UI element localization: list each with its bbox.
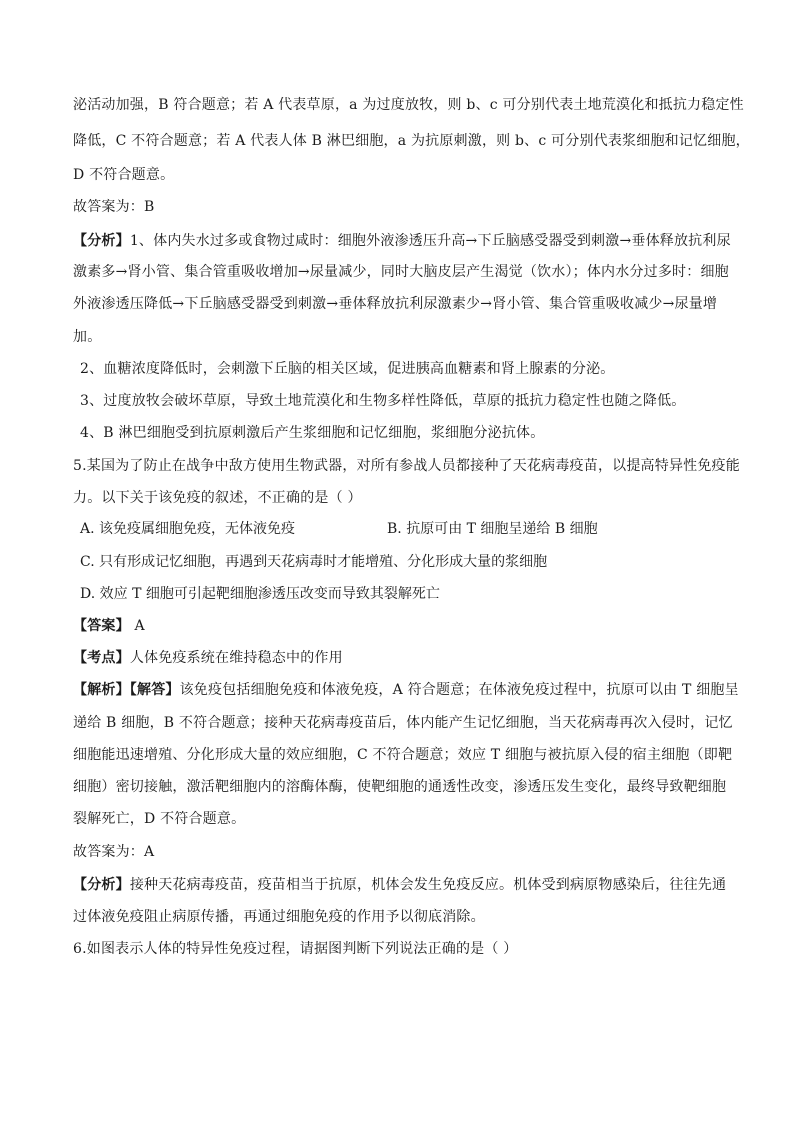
option-b: B. 抗原可由 T 细胞呈递给 B 细胞	[387, 521, 598, 537]
answer-line: 【答案】 A	[73, 618, 145, 634]
text-line: 过体液免疫阻止病原传播，再通过细胞免疫的作用予以彻底消除。	[73, 909, 485, 925]
text-line: D 不符合题意。	[73, 167, 175, 183]
section-label: 【解析】【解答】	[73, 682, 180, 698]
analysis-line: 【分析】接种天花病毒疫苗，疫苗相当于抗原，机体会发生免疫反应。机体受到病原物感染后，往往先通	[73, 877, 727, 893]
text-line: 3、过度放牧会破坏草原，导致土地荒漠化和生物多样性降低，草原的抵抗力稳定性也随之降低。	[80, 393, 686, 409]
option-a: A. 该免疫属细胞免疫，无体液免疫	[80, 521, 296, 537]
text-line: 递给 B 细胞，B 不符合题意；接种天花病毒疫苗后，体内能产生记忆细胞，当天花病毒再次入侵时，记忆	[73, 715, 733, 731]
option-c: C. 只有形成记忆细胞，再遇到天花病毒时才能增殖、分化形成大量的浆细胞	[80, 554, 548, 570]
text-line: 外液渗透压降低→下丘脑感受器受到刺激→垂体释放抗利尿激素少→肾小管、集合管重吸收减少→尿量增	[73, 296, 718, 312]
question-text: 力。以下关于该免疫的叙述，不正确的是（ ）	[73, 490, 362, 506]
text-line: 细胞能迅速增殖、分化形成大量的效应细胞，C 不符合题意；效应 T 细胞与被抗原入侵的宿主细胞（即靶	[73, 747, 733, 763]
text-line: 故答案为：B	[73, 199, 155, 215]
text-line: 细胞）密切接触，激活靶细胞内的溶酶体酶，使靶细胞的通透性改变，渗透压发生变化，最终导致靶细胞	[73, 779, 727, 795]
kaodian-line: 【考点】人体免疫系统在维持稳态中的作用	[73, 650, 343, 666]
question-text: 5.某国为了防止在战争中敌方使用生物武器，对所有参战人员都接种了天花病毒疫苗，以提高特异性免疫能	[73, 458, 740, 474]
text-line: 降低，C 不符合题意；若 A 代表人体 B 淋巴细胞，a 为抗原刺激，则 b、c 可分别代表浆细胞和记忆细胞，	[73, 133, 750, 149]
text-line: 加。	[73, 329, 102, 345]
text-line: 2、血糖浓度降低时，会刺激下丘脑的相关区域，促进胰高血糖素和肾上腺素的分泌。	[80, 361, 615, 377]
text-line: 4、B 淋巴细胞受到抗原刺激后产生浆细胞和记忆细胞，浆细胞分泌抗体。	[80, 425, 545, 441]
section-label: 【考点】	[73, 650, 130, 666]
explanation-line: 【解析】【解答】该免疫包括细胞免疫和体液免疫，A 符合题意；在体液免疫过程中，抗原可以由 T 细胞呈	[73, 682, 739, 698]
section-label: 【答案】	[73, 618, 130, 634]
text-line: 裂解死亡，D 不符合题意。	[73, 811, 246, 827]
text-line: 泌活动加强，B 符合题意；若 A 代表草原，a 为过度放牧，则 b、c 可分别代表土地荒漠化和抵抗力稳定性	[73, 97, 744, 113]
final-answer: 故答案为：A	[73, 844, 155, 860]
section-label: 【分析】	[73, 877, 130, 893]
analysis-line: 【分析】1、体内失水过多或食物过咸时：细胞外液渗透压升高→下丘脑感受器受到刺激→垂体释放抗利尿	[73, 233, 731, 249]
option-d: D. 效应 T 细胞可引起靶细胞渗透压改变而导致其裂解死亡	[80, 586, 440, 602]
section-label: 【分析】	[73, 233, 130, 249]
text-line: 激素多→肾小管、集合管重吸收增加→尿量减少，同时大脑皮层产生渴觉（饮水）；体内水分过多时：细胞	[73, 264, 729, 280]
question-text: 6.如图表示人体的特异性免疫过程，请据图判断下列说法正确的是（ ）	[73, 941, 518, 957]
